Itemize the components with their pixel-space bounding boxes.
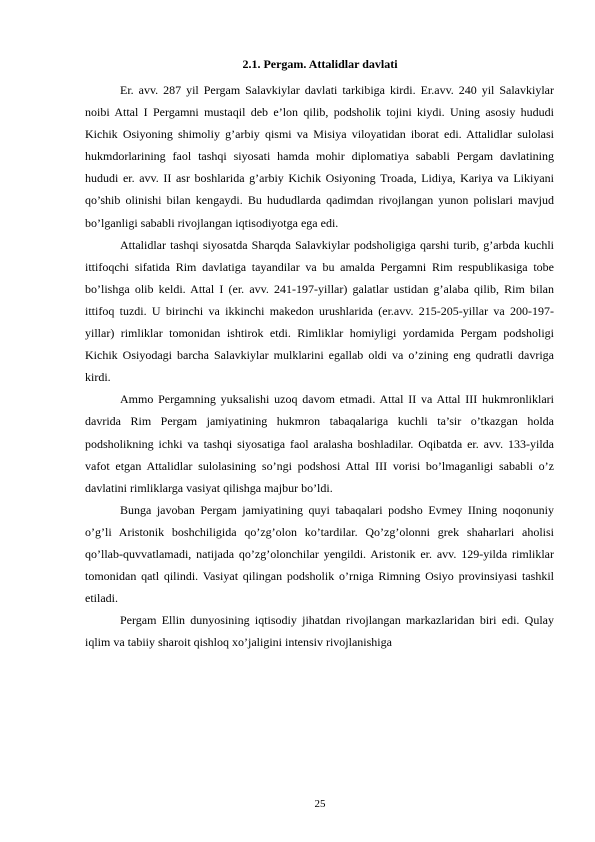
body-text — [85, 79, 554, 653]
paragraph-3: Ammo Pergamning yuksalishi uzoq davom etmadi. Attal II va Attal III hukmronliklari davrida Rim Pergam jamiyatining hukmron tabaqalariga kuchli ta’sir o’tkazgan holda podsholikning ichki va tashqi siyosatiga faol aralasha boshladilar. Oqibatda er. avv. 133-yilda vafot etgan Attalidlar sulolasining so’ngi podshosi Attal III vorisi bo’lmaganligi sababli o’z davlatini rimliklarga vasiyat qilishga majbur bo’ldi. — [85, 392, 554, 495]
paragraph-1: Er. avv. 287 yil Pergam Salavkiylar davlati tarkibiga kirdi. Er.avv. 240 yil Salavkiylar noibi Attal I Pergamni mustaqil deb e’lon qilib, podsholik tojini kiydi. Uning asosiy hududi Kichik Osiyoning shimoliy g’arbiy qismi va Misiya viloyatidan iborat edi. Attalidlar sulolasi hukmdorlarining faol tashqi siyosati hamda mohir diplomatiya sababli Pergam davlatining hududi er. avv. II asr boshlarida g’arbiy Kichik Osiyoning Troada, Lidiya, Kariya va Likiyani qo’shib olinishi bilan kengaydi. Bu hududlarda qadimdan rivojlangan yunon polislari mavjud bo’lganligi sababli rivojlangan iqtisodiyotga ega edi. — [85, 83, 554, 230]
section-heading: 2.1. Pergam. Attalidlar davlati — [242, 57, 398, 71]
page-number: 25 — [314, 798, 326, 810]
paragraph-2: Attalidlar tashqi siyosatda Sharqda Salavkiylar podsholigiga qarshi turib, g’arbda kuchli ittifoqchi sifatida Rim davlatiga tayandilar va bu amalda Pergamni Rim respublikasiga tobe bo’lishga olib keldi. Attal I (er. avv. 241-197-yillar) galatlar ustidan g’alaba qilib, Rim bilan ittifoq tuzdi. U birinchi va ikkinchi makedon urushlarida (er.avv. 215-205-yillar va 200-197-yillar) rimliklar tomonidan ishtirok etdi. Rimliklar homiyligi yordamida Pergam podsholigi Kichik Osiyodagi barcha Salavkiylar mulklarini egallab oldi va o’zining eng qudratli davriga kirdi. — [85, 237, 554, 385]
paragraph-4: Bunga javoban Pergam jamiyatining quyi tabaqalari podsho Evmey IIning noqonuniy o’g’li Aristonik boshchiligida qo’zg’olon ko’tardilar. Qo’zg’olonni grek shaharlari aholisi qo’llab-quvvatlamadi, natijada qo’zg’olonchilar yengildi. Aristonik er. avv. 129-yilda rimliklar tomonidan qatl qilindi. Vasiyat qilingan podsholik o’rniga Rimning Osiyo provinsiyasi tashkil etiladi. — [85, 502, 554, 606]
paragraph-5: Pergam Ellin dunyosining iqtisodiy jihatdan rivojlangan markazlaridan biri edi. Qulay iqlim va tabiiy sharoit qishloq xo’jaligini intensiv rivojlanishiga — [85, 613, 554, 650]
